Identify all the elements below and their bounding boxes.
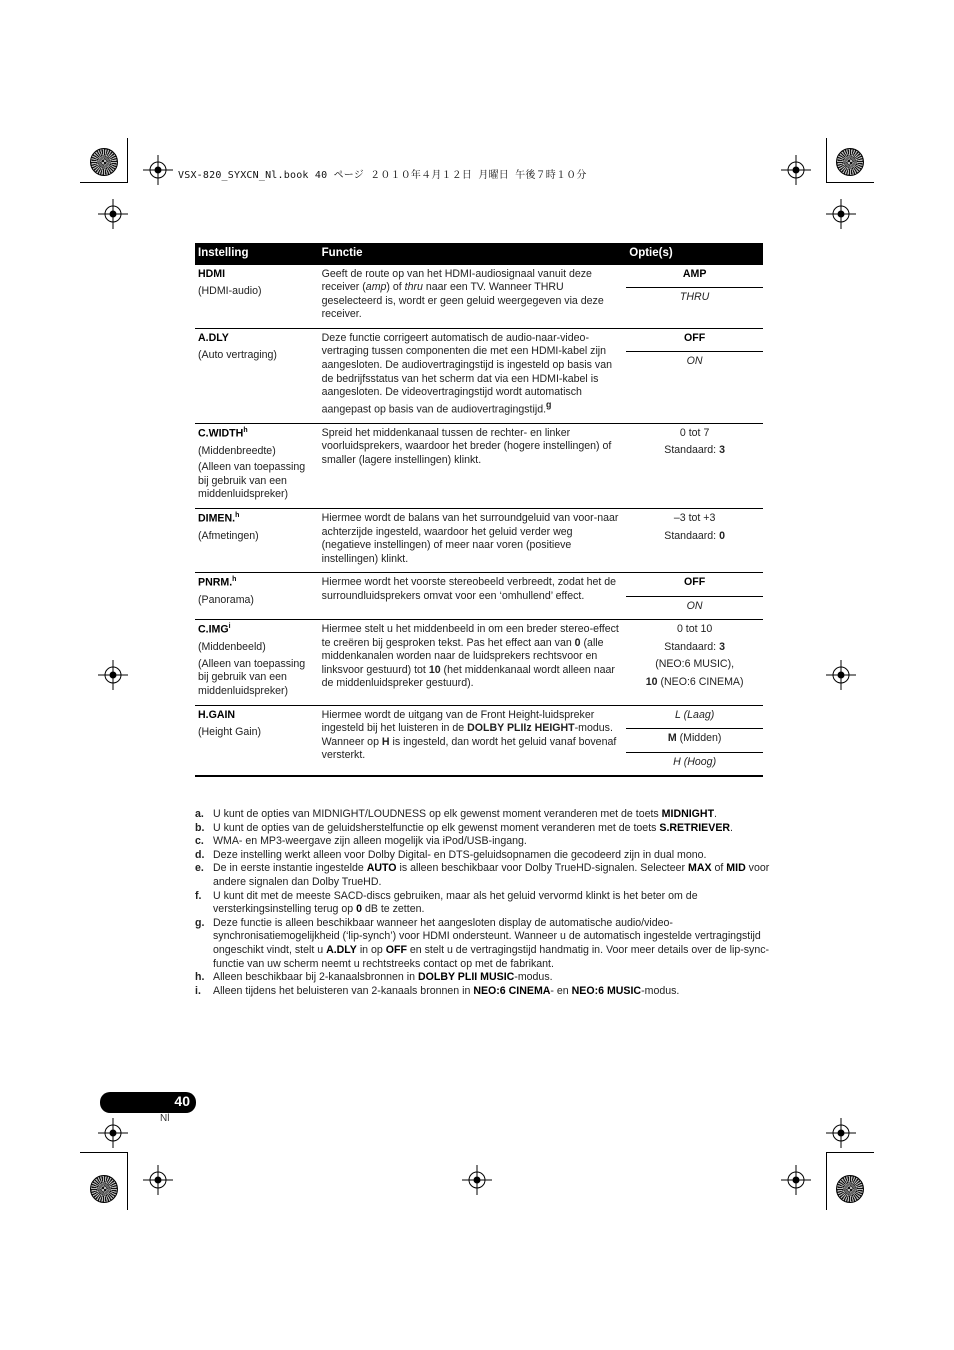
crop-mark bbox=[826, 1152, 874, 1153]
setting-cell bbox=[195, 423, 319, 508]
footnote-marker: b. bbox=[195, 821, 205, 834]
option-range-line: Standaard: 0 bbox=[664, 529, 725, 542]
rosette-mark bbox=[90, 148, 118, 176]
setting-subtitle: (Middenbreedte) bbox=[198, 444, 276, 457]
footnote bbox=[195, 890, 771, 917]
table-row bbox=[195, 265, 763, 329]
option-value: L (Laag) bbox=[674, 708, 715, 721]
options-cell bbox=[626, 705, 763, 776]
option-value: AMP bbox=[682, 267, 707, 280]
option-value: ON bbox=[626, 351, 763, 375]
footnote bbox=[195, 971, 771, 985]
option-range-line: Standaard: 3 bbox=[664, 640, 725, 653]
footnote-text: U kunt dit met de meeste SACD-discs gebruiken, maar als het geluid vervormd klinkt is het beter om de versterkingsinstelling terug op 0 dB te zetten. bbox=[213, 889, 698, 916]
function-description: Hiermee wordt de balans van het surroundgeluid van voor-naar achterzijde ingesteld, waardoor het geluid verder weg (negatieve instellingen) of meer naar voren (positieve instellingen) klinkt. bbox=[319, 508, 627, 572]
setting-subtitle: (Auto vertraging) bbox=[198, 349, 277, 362]
setting-name: A.DLY bbox=[198, 331, 229, 344]
registration-mark bbox=[781, 1165, 811, 1195]
table-row bbox=[195, 508, 763, 572]
option-value: OFF bbox=[684, 576, 706, 589]
registration-mark bbox=[781, 155, 811, 185]
option-value: ON bbox=[626, 596, 763, 620]
setting-cell bbox=[195, 508, 319, 572]
option-range-line: 0 tot 7 bbox=[679, 426, 710, 439]
column-header: Optie(s) bbox=[626, 243, 763, 265]
crop-mark bbox=[826, 1152, 827, 1210]
setting-cell bbox=[195, 265, 319, 329]
setting-name: C.WIDTH$^h$ bbox=[198, 426, 248, 440]
registration-mark bbox=[98, 660, 128, 690]
footnote bbox=[195, 917, 771, 971]
option-range-line: (NEO:6 MUSIC), bbox=[655, 658, 735, 671]
table-row bbox=[195, 705, 763, 776]
setting-subtitle: (Middenbeeld) bbox=[198, 641, 266, 654]
footnote bbox=[195, 835, 771, 849]
option-range-line: 10 (NEO:6 CINEMA) bbox=[645, 675, 744, 688]
crop-mark bbox=[127, 1152, 128, 1210]
footnote-text: Deze functie is alleen beschikbaar wanneer het aangesloten display de automatische audio/video-synchronisatiemogelijkheid (‘lip-synch’) voor HDMI ondersteunt. Wanneer u de automatisch ingestelde vertragingstijd ongeschikt vindt, stelt u A.DLY in op OFF en stelt u de vertragingstijd handmatig in. Voor meer details over de lip-sync-functie van uw scherm neemt u rechtstreeks contact op met de fabrikant. bbox=[213, 916, 770, 970]
column-header: Functie bbox=[319, 243, 627, 265]
footnote-text: U kunt de opties van MIDNIGHT/LOUDNESS op elk gewenst moment veranderen met de toets MIDNIGHT. bbox=[213, 808, 717, 820]
setting-cell bbox=[195, 328, 319, 423]
footnote-marker: f. bbox=[195, 889, 202, 902]
registration-mark bbox=[98, 1118, 128, 1148]
setting-subtitle: (Alleen van toepassing bij gebruik van een middenluidspreker) bbox=[198, 461, 306, 501]
rosette-mark bbox=[836, 148, 864, 176]
registration-mark bbox=[826, 199, 856, 229]
footnote-text: U kunt de opties van de geluidsherstelfunctie op elk gewenst moment veranderen met de toets S.RETRIEVER. bbox=[213, 821, 733, 834]
footnote-ref: h bbox=[235, 511, 240, 519]
footnote bbox=[195, 862, 771, 889]
setting-cell bbox=[195, 620, 319, 705]
setting-subtitle: (Afmetingen) bbox=[198, 530, 259, 543]
language-code: Nl bbox=[160, 1113, 170, 1124]
table-row bbox=[195, 423, 763, 508]
footnote-marker: a. bbox=[195, 808, 204, 820]
footnote-marker: d. bbox=[195, 848, 205, 861]
footnote-text: WMA- en MP3-weergave zijn alleen mogelijk via iPod/USB-ingang. bbox=[213, 835, 527, 848]
table-row bbox=[195, 573, 763, 620]
footnote bbox=[195, 822, 771, 836]
footnote-marker: h. bbox=[195, 971, 205, 984]
footnote-ref: h bbox=[243, 426, 248, 434]
footnote-marker: e. bbox=[195, 862, 204, 875]
registration-mark bbox=[143, 155, 173, 185]
crop-mark bbox=[80, 1152, 128, 1153]
settings-table bbox=[195, 243, 763, 777]
function-description: Hiermee wordt de uitgang van de Front Height-luidspreker ingesteld bij het luisteren in de DOLBY PLIIz HEIGHT-modus. Wanneer op H is ingesteld, dan wordt het geluid vanaf bovenaf versterkt. bbox=[319, 705, 627, 776]
option-value: M (Midden) bbox=[626, 728, 763, 752]
registration-mark bbox=[826, 1118, 856, 1148]
option-range-line: Standaard: 3 bbox=[664, 444, 725, 457]
setting-subtitle: (Height Gain) bbox=[198, 726, 261, 739]
options-cell bbox=[626, 508, 763, 572]
table-row bbox=[195, 620, 763, 705]
column-header: Instelling bbox=[195, 243, 319, 265]
function-description: Hiermee wordt het voorste stereobeeld verbreedt, zodat het de surroundluidsprekers omvat voor een ‘omhullend’ effect. bbox=[319, 573, 627, 620]
setting-name: HDMI bbox=[198, 267, 226, 280]
setting-name: H.GAIN bbox=[198, 708, 236, 721]
footnotes bbox=[195, 808, 771, 998]
setting-name: PNRM.$^h$ bbox=[198, 576, 237, 589]
page-number: 40 bbox=[174, 1093, 190, 1109]
setting-cell bbox=[195, 705, 319, 776]
function-description: Deze functie corrigeert automatisch de audio-naar-video-vertraging tussen componenten die met een HDMI-kabel zijn aangesloten. De audiovertragingstijd is ingesteld op basis van de bedrijfsstatus van het scherm dat via een HDMI-kabel is aangesloten. De videovertragingstijd wordt automatisch aangepast op basis van de audiovertragingstijd.$^g$ bbox=[319, 328, 627, 423]
footnote-text: Deze instelling werkt alleen voor Dolby Digital- en DTS-geluidsopnamen die gecodeerd zijn in dual mono. bbox=[213, 848, 707, 861]
options-cell bbox=[626, 620, 763, 705]
registration-mark bbox=[143, 1165, 173, 1195]
option-range-line: –3 tot +3 bbox=[673, 511, 716, 524]
setting-name: DIMEN.$^h$ bbox=[198, 511, 240, 525]
footnote bbox=[195, 849, 771, 863]
options-cell bbox=[626, 328, 763, 423]
footnote-marker: i. bbox=[195, 984, 201, 997]
registration-mark bbox=[462, 1165, 492, 1195]
function-description: Geeft de route op van het HDMI-audiosignaal vanuit deze receiver (amp) of thru naar een TV. Wanneer THRU geselecteerd is, wordt er geen geluid weergegeven via deze receiver. bbox=[319, 265, 627, 329]
footnote-text: De in eerste instantie ingestelde AUTO is alleen beschikbaar voor Dolby TrueHD-signalen. Selecteer MAX of MID voor andere signalen dan Dolby TrueHD. bbox=[213, 862, 770, 888]
options-cell bbox=[626, 573, 763, 620]
setting-subtitle: (HDMI-audio) bbox=[198, 285, 262, 298]
table-row bbox=[195, 328, 763, 423]
footnote-text: Alleen beschikbaar bij 2-kanaalsbronnen in DOLBY PLII MUSIC-modus. bbox=[213, 971, 553, 984]
footnote-marker: c. bbox=[195, 835, 204, 848]
options-cell bbox=[626, 265, 763, 329]
footnote-marker: g. bbox=[195, 916, 205, 929]
crop-mark bbox=[826, 138, 827, 183]
function-description: Hiermee stelt u het middenbeeld in om een breder stereo-effect te creëren bij gesproken tekst. Pas het effect aan van 0 (alle middenkanalen worden naar de luidsprekers rechtsvoor en linksvoor gestuurd) tot 10 (het middenkanaal wordt alleen naar de middenluidspreker gestuurd). bbox=[319, 620, 627, 705]
footnote-text: Alleen tijdens het beluisteren van 2-kanaals bronnen in NEO:6 CINEMA- en NEO:6 MUSIC-modus. bbox=[213, 984, 680, 997]
option-value: H (Hoog) bbox=[626, 752, 763, 776]
footnote bbox=[195, 808, 771, 822]
table-header-row bbox=[195, 243, 763, 265]
footnote bbox=[195, 985, 771, 999]
option-range-line: 0 tot 10 bbox=[676, 623, 713, 636]
footnote-ref: h bbox=[232, 576, 237, 584]
options-cell bbox=[626, 423, 763, 508]
option-value: THRU bbox=[626, 287, 763, 311]
file-header: VSX-820_SYXCN_Nl.book 40 ページ ２０１０年４月１２日 月曜日 午後７時１０分 bbox=[178, 170, 587, 181]
rosette-mark bbox=[90, 1175, 118, 1203]
registration-mark bbox=[98, 199, 128, 229]
registration-mark bbox=[826, 660, 856, 690]
setting-cell bbox=[195, 573, 319, 620]
footnote-ref: i bbox=[228, 623, 231, 631]
crop-mark bbox=[127, 138, 128, 183]
option-value: OFF bbox=[684, 331, 706, 344]
setting-name: C.IMG$^i$ bbox=[198, 623, 231, 636]
rosette-mark bbox=[836, 1175, 864, 1203]
setting-subtitle: (Panorama) bbox=[198, 594, 254, 607]
crop-mark bbox=[826, 182, 874, 183]
function-description: Spreid het middenkanaal tussen de rechter- en linker voorluidsprekers, waardoor het breder (hogere instellingen) of smaller (lagere instellingen) klinkt. bbox=[319, 423, 627, 508]
setting-subtitle: (Alleen van toepassing bij gebruik van een middenluidspreker) bbox=[198, 657, 306, 697]
crop-mark bbox=[80, 182, 128, 183]
